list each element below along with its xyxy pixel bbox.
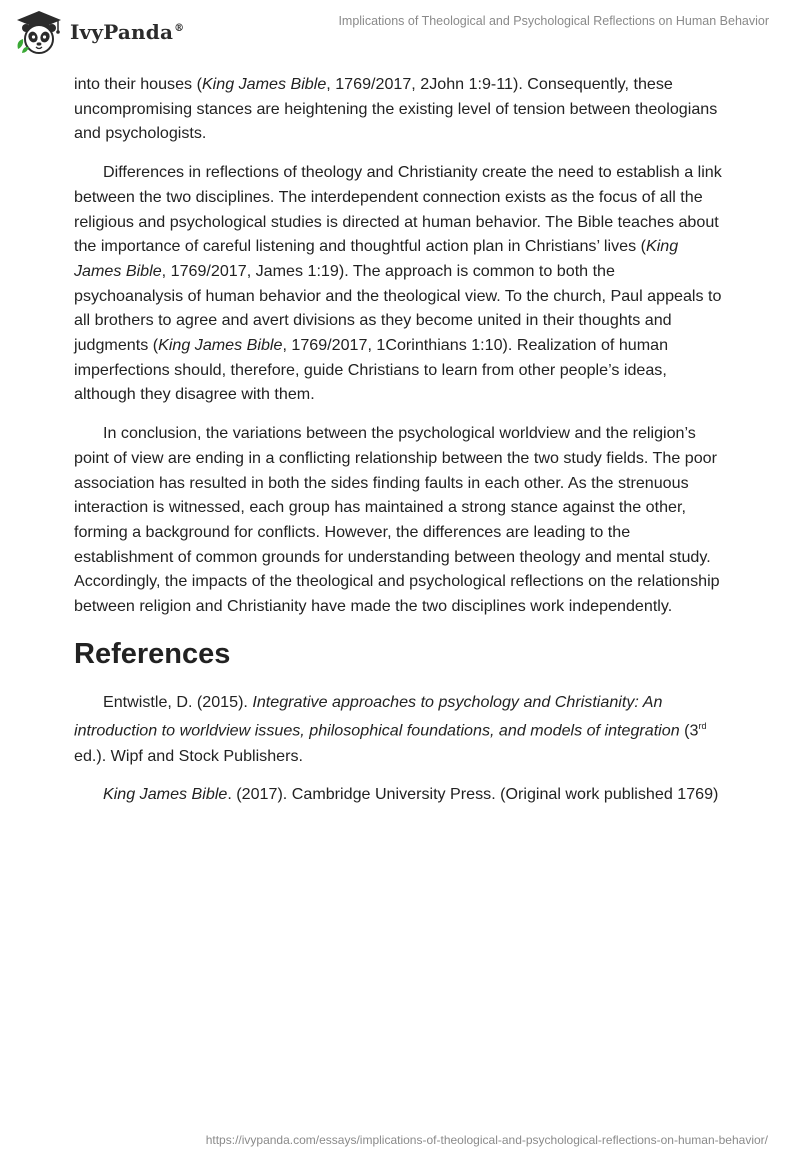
references-heading: References: [74, 637, 231, 670]
paragraph-conclusion: In conclusion, the variations between the psychological worldview and the religion’s point of view are ending in a conflicting relationship between the two study fields. The poor association has resulted in both the sides finding faults in each other. As the strenuous interaction is witnessed, each group has maintained a strong stance against the other, forming a background for conflicts. However, the differences are leading to the establishment of common grounds for understanding between theology and mental study. Accordingly, the impacts of the theological and psychological reflections on the relationship between religion and Christianity have made the two disciplines work independently.: [74, 424, 720, 616]
citation-title: King James Bible: [74, 237, 679, 280]
citation-title: King James Bible: [158, 336, 283, 355]
source-url[interactable]: https://ivypanda.com/essays/implications-of-theological-and-psychological-reflections-on-human-behavior/: [205, 1133, 768, 1147]
panda-graduate-icon: [14, 9, 64, 55]
reference-title: Integrative approaches to psychology and Christianity: An introduction to worldview issues, philosophical foundations, and models of integration: [74, 692, 680, 740]
reference-entry-kjb: King James Bible. (2017). Cambridge University Press. (Original work published 1769): [103, 785, 719, 804]
edition-superscript: rd: [698, 721, 707, 732]
paragraph-continuation: into their houses (King James Bible, 1769/2017, 2John 1:9-11). Consequently, these uncompromising stances are heightening the existing level of tension between theologians and psychologists.: [74, 75, 718, 143]
brand-name: IvyPanda®: [70, 20, 185, 44]
reference-entry-entwistle: Entwistle, D. (2015). Integrative approaches to psychology and Christianity: An introduction to worldview issues, philosophical foundations, and models of integration (3rd ed.). Wipf and Stock Publishers.: [74, 692, 707, 765]
registered-mark: ®: [174, 23, 185, 35]
reference-title: King James Bible: [103, 785, 228, 804]
document-body: [74, 72, 724, 821]
running-title: Implications of Theological and Psychological Reflections on Human Behavior: [338, 14, 769, 28]
brand-logo[interactable]: [14, 9, 184, 55]
paragraph-link-between-disciplines: Differences in reflections of theology and Christianity create the need to establish a link between the two disciplines. The interdependent connection exists as the focus of all the religious and psychological studies is directed at human behavior. The Bible teaches about the importance of careful listening and thoughtful action plan in Christians’ lives (King James Bible, 1769/2017, James 1:19). The approach is common to both the psychoanalysis of human behavior and the theological view. To the church, Paul appeals to all brothers to agree and avert divisions as they become united in their thoughts and judgments (King James Bible, 1769/2017, 1Corinthians 1:10). Realization of human imperfections should, therefore, guide Christians to learn from other people’s ideas, although they disagree with them.: [74, 163, 722, 404]
citation-title: King James Bible: [201, 75, 327, 93]
page-header: [0, 0, 800, 70]
